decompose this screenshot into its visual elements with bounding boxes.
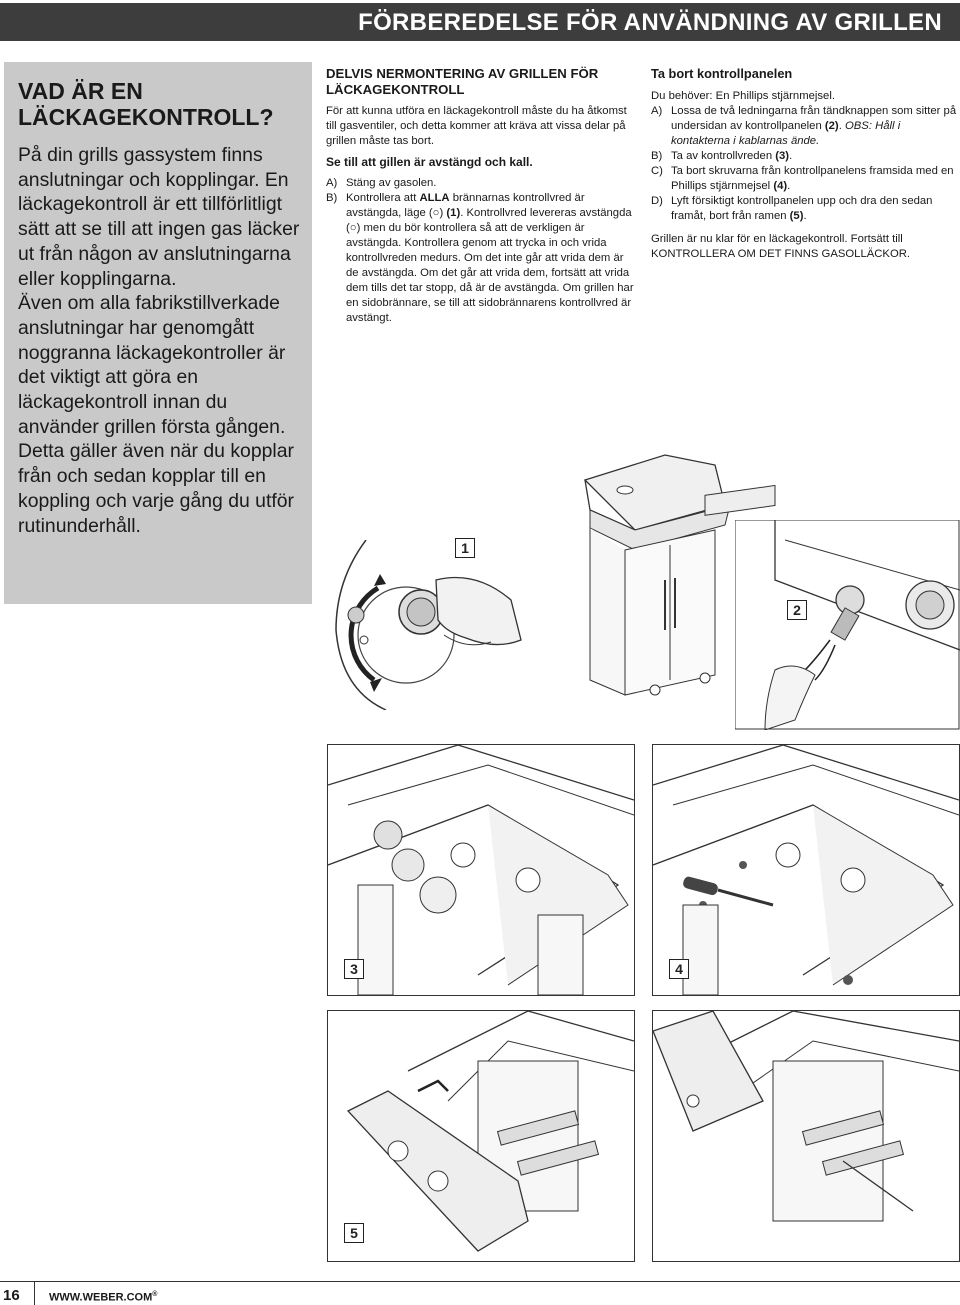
step-a — [651, 104, 960, 149]
step-text: Lyft försiktigt kontrollpanelen upp och dra den sedan framåt, bort från ramen (5). — [671, 195, 933, 222]
section-intro: För att kunna utföra en läckagekontroll måste du ha åtkomst till gasventiler, och detta kommer att kräva att vissa delar på grillen måste tas bort. — [326, 105, 627, 147]
page-number: 16 — [3, 1287, 20, 1304]
step-d — [651, 194, 960, 224]
step-letter: A) — [326, 177, 338, 189]
step-text: Kontrollera att ALLA brännarnas kontrollvred är avstängda, läge (○) (1). Kontrollvred levereras avstängda (○) men du bör kontrollera så att de verkligen är avstängda. Kontrollera genom att trycka in och vrida kontrollvreden medurs. Om det inte går att vrida dem är de avstängda. Om det går att vrida dem, fortsätt att vrida dem tills det tar stopp, då är de avstängda. Om grillen har en sidobrännare, se till att sidobrännarens kontrollvred är avstängt. — [346, 192, 634, 324]
step-text: Ta bort skruvarna från kontrollpanelens framsida med en Phillips stjärnmejsel (4). — [671, 165, 954, 192]
step-text: Ta av kontrollvreden (3). — [671, 150, 793, 162]
figure-4-badge: 4 — [669, 959, 689, 979]
page-title: FÖRBEREDELSE FÖR ANVÄNDNING AV GRILLEN — [358, 9, 942, 36]
figure-2-igniter-illustration — [735, 520, 960, 730]
figure-4-frame — [652, 744, 960, 996]
step-b — [651, 149, 960, 164]
remove-panel-section — [651, 66, 960, 262]
figure-2-badge: 2 — [787, 600, 807, 620]
footer-divider — [34, 1282, 35, 1305]
step-text: Stäng av gasolen. — [346, 177, 437, 189]
website-link[interactable]: WWW.WEBER.COM® — [49, 1291, 158, 1304]
closing-text: Grillen är nu klar för en läckagekontroll. Fortsätt till KONTROLLERA OM DET FINNS GASOLLÄCKOR. — [651, 233, 911, 260]
tools-needed: Du behöver: En Phillips stjärnmejsel. — [651, 90, 835, 102]
page-header — [0, 0, 960, 44]
step-letter: B) — [326, 192, 338, 204]
step-text: Lossa de två ledningarna från tändknappen som sitter på undersidan av kontrollpanelen (2). OBS: Håll i kontakterna i kablarnas ände. — [671, 105, 957, 147]
partial-disassembly-section — [326, 66, 638, 326]
figure-1-knob-illustration — [326, 540, 526, 710]
sidebar-box — [4, 62, 312, 604]
figure-6-frame — [652, 1010, 960, 1262]
sidebar-paragraph-2: Även om alla fabrikstillverkade anslutningar har genomgått noggranna läckagekontroller är det viktigt att göra en läckagekontroll innan du använder grillen första gången. Detta gäller även när du kopplar från och sedan kopplar till en koppling och varje gång du utför rutinunderhåll. — [18, 292, 294, 537]
figure-3-badge: 3 — [344, 959, 364, 979]
step-letter: A) — [651, 105, 663, 117]
sidebar-paragraph-1: På din grills gassystem finns anslutningar och kopplingar. En läckagekontroll är ett tillförlitligt sätt att se till att ingen gas läcker ut från någon av anslutningarna eller kopplingarna. — [18, 144, 300, 290]
section-heading: DELVIS NERMONTERING AV GRILLEN FÖR LÄCKAGEKONTROLL — [326, 66, 599, 97]
warning-text: Se till att gillen är avstängd och kall. — [326, 155, 533, 169]
figure-5-badge: 5 — [344, 1223, 364, 1243]
step-c — [651, 164, 960, 194]
step-a — [326, 176, 638, 191]
section-heading: Ta bort kontrollpanelen — [651, 66, 793, 81]
figure-3-frame — [327, 744, 635, 996]
step-letter: B) — [651, 150, 663, 162]
sidebar-body — [18, 143, 304, 538]
step-letter: C) — [651, 165, 663, 177]
footer-rule — [0, 1281, 960, 1282]
figure-1-badge: 1 — [455, 538, 475, 558]
step-b — [326, 191, 638, 326]
step-letter: D) — [651, 195, 663, 207]
sidebar-title: VAD ÄR EN LÄCKAGEKONTROLL? — [18, 78, 274, 130]
figure-5-frame — [327, 1010, 635, 1262]
